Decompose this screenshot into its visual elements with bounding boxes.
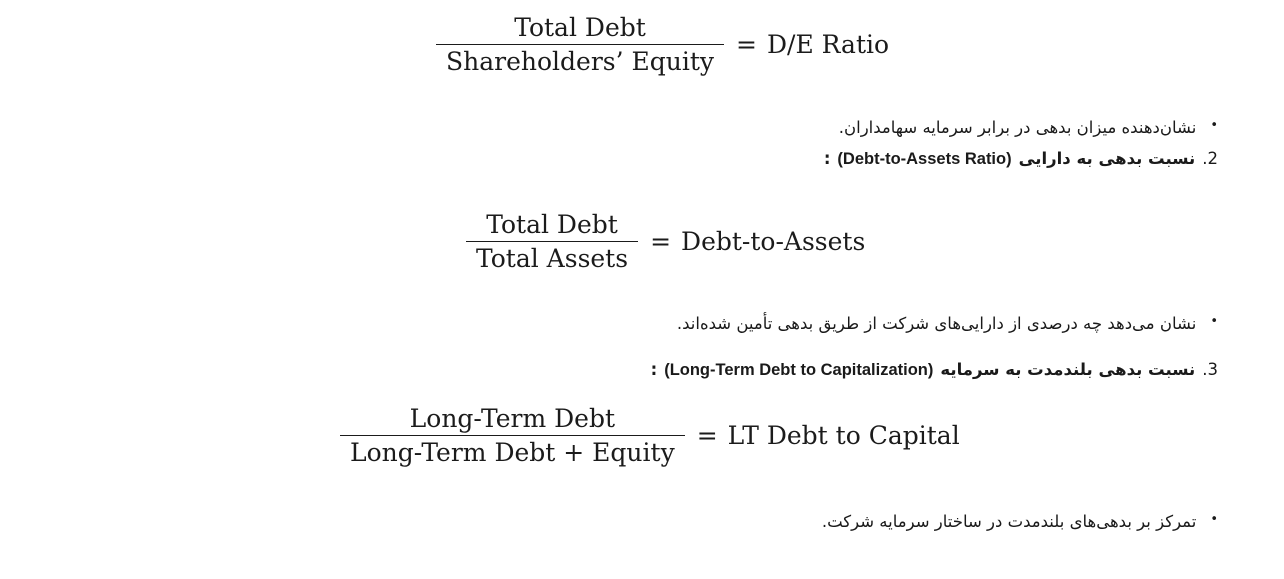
equals-sign: = (650, 226, 672, 256)
note-de (839, 116, 1218, 141)
heading-colon: : (650, 360, 658, 379)
heading-colon: : (823, 149, 831, 168)
fraction-numerator: Total Debt (486, 210, 618, 239)
note-text: نشان‌دهنده میزان بدهی در برابر سرمایه سهامداران. (838, 118, 1197, 137)
heading-2 (824, 147, 1218, 172)
heading-label-en: (Long-Term Debt to Capitalization) (664, 361, 934, 379)
equals-sign: = (736, 29, 757, 59)
fraction-numerator: Long-Term Debt (409, 404, 616, 433)
formula-result: D/E Ratio (766, 29, 890, 59)
note-ltd (822, 510, 1218, 535)
note-text: تمرکز بر بدهی‌های بلندمدت در ساختار سرمایه شرکت. (821, 512, 1197, 531)
heading-label-fa: نسبت بدهی به دارایی (1018, 149, 1196, 168)
bullet-icon: • (1210, 118, 1218, 133)
fraction (466, 211, 638, 273)
heading-marker: 2. (1202, 149, 1218, 168)
heading-3 (651, 358, 1218, 383)
formula-result: Debt-to-Assets (681, 226, 866, 256)
formula-debt-to-assets (466, 211, 865, 273)
formula-result: LT Debt to Capital (727, 420, 960, 450)
fraction-denominator: Total Assets (466, 241, 638, 273)
bullet-icon: • (1210, 512, 1218, 527)
heading-marker: 3. (1202, 360, 1218, 379)
fraction-denominator: Long-Term Debt + Equity (340, 435, 685, 467)
note-text: نشان می‌دهد چه درصدی از دارایی‌های شرکت از طریق بدهی تأمین شده‌اند. (676, 314, 1197, 333)
equals-sign: = (696, 420, 718, 450)
heading-label-fa: نسبت بدهی بلندمدت به سرمایه (940, 360, 1196, 379)
heading-label-en: (Debt-to-Assets Ratio) (837, 150, 1012, 168)
note-dta (677, 312, 1218, 337)
fraction-denominator: Shareholders’ Equity (436, 44, 724, 76)
fraction-numerator: Total Debt (514, 13, 646, 42)
bullet-icon: • (1210, 314, 1218, 329)
formula-lt-debt-to-capital (340, 405, 960, 467)
formula-de-ratio (436, 14, 889, 76)
fraction (436, 14, 724, 76)
fraction (340, 405, 685, 467)
